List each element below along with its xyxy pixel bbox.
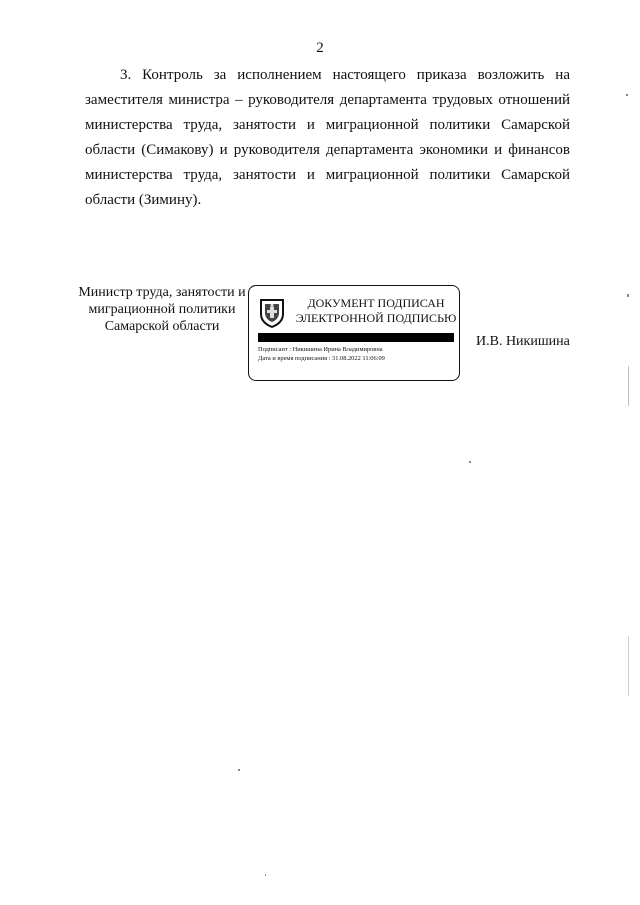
stamp-date-line: Дата и время подписания : 31.08.2022 11:06:09 xyxy=(258,355,385,362)
scan-speck xyxy=(469,461,471,463)
page-number: 2 xyxy=(316,40,324,56)
scan-speck xyxy=(627,294,629,297)
electronic-signature-stamp xyxy=(248,285,460,381)
scan-speck xyxy=(626,94,628,96)
body-text xyxy=(85,63,570,213)
stamp-heading xyxy=(293,296,459,326)
scan-speck xyxy=(265,874,266,876)
scan-speck xyxy=(628,366,629,406)
signer-title: Министр труда, занятости и миграционной политики Самарской области xyxy=(78,285,246,334)
samara-coat-of-arms-icon xyxy=(259,298,285,328)
stamp-signer-line: Подписант : Никишина Ирина Владимировна xyxy=(258,346,383,353)
certificate-redaction-bar xyxy=(258,333,454,342)
scan-speck xyxy=(628,636,629,696)
stamp-heading-line-1: ДОКУМЕНТ ПОДПИСАН xyxy=(307,296,445,310)
signer-name: И.В. Никишина xyxy=(476,334,570,349)
stamp-heading-line-2: ЭЛЕКТРОННОЙ ПОДПИСЬЮ xyxy=(295,311,457,325)
scan-speck xyxy=(238,769,240,771)
paragraph-control-clause: 3. Контроль за исполнением настоящего приказа возложить на заместителя министра – руководителя департамента трудовых отношений министерства труда, занятости и миграционной политики Самарской области (Симакову) и руководителя департамента экономики и финансов министерства труда, занятости и миграционной политики Самарской области (Зимину). xyxy=(85,67,570,208)
